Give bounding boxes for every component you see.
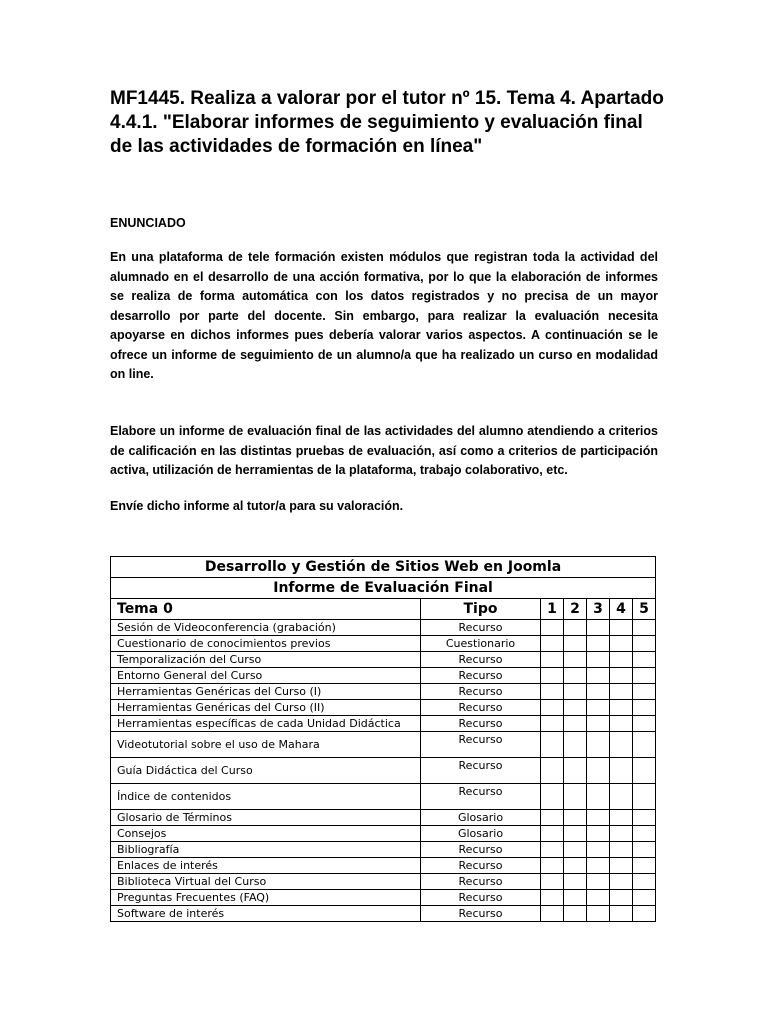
row-activity-name: Consejos — [111, 826, 421, 842]
score-cell-2[interactable] — [564, 810, 587, 826]
table-row — [111, 732, 656, 758]
row-activity-type: Recurso — [421, 758, 541, 784]
score-cell-5[interactable] — [633, 620, 656, 636]
score-cell-5[interactable] — [633, 732, 656, 758]
score-cell-2[interactable] — [564, 826, 587, 842]
row-activity-type: Glosario — [421, 826, 541, 842]
score-cell-4[interactable] — [610, 636, 633, 652]
table-row — [111, 652, 656, 668]
row-activity-type: Recurso — [421, 620, 541, 636]
score-cell-5[interactable] — [633, 842, 656, 858]
statement-paragraph-1: En una plataforma de tele formación existen módulos que registran toda la actividad del alumnado en el desarrollo de una acción formativa, por lo que la elaboración de informes se realiza de forma automática con los datos registrados y no precisa de un mayor desarrollo por parte del docente. Sin embargo, para realizar la evaluación necesita apoyarse en dichos informes pues debería valorar varios aspectos. A continuación se le ofrece un informe de seguimiento de un alumno/a que ha realizado un curso en modalidad on line. — [110, 250, 658, 381]
column-header-score-1: 1 — [541, 599, 564, 620]
section-heading: ENUNCIADO — [110, 216, 186, 230]
row-activity-name: Cuestionario de conocimientos previos — [111, 636, 421, 652]
score-cell-1[interactable] — [541, 758, 564, 784]
column-header-score-5: 5 — [633, 599, 656, 620]
row-activity-type: Recurso — [421, 732, 541, 758]
score-cell-4[interactable] — [610, 842, 633, 858]
row-activity-name: Herramientas Genéricas del Curso (II) — [111, 700, 421, 716]
row-activity-name: Software de interés — [111, 906, 421, 922]
column-header-score-2: 2 — [564, 599, 587, 620]
score-cell-1[interactable] — [541, 668, 564, 684]
score-cell-3[interactable] — [587, 906, 610, 922]
score-cell-3[interactable] — [587, 810, 610, 826]
score-cell-3[interactable] — [587, 700, 610, 716]
score-cell-2[interactable] — [564, 758, 587, 784]
row-activity-name: Herramientas Genéricas del Curso (I) — [111, 684, 421, 700]
score-cell-4[interactable] — [610, 684, 633, 700]
score-cell-2[interactable] — [564, 906, 587, 922]
score-cell-1[interactable] — [541, 700, 564, 716]
column-header-score-3: 3 — [587, 599, 610, 620]
score-cell-4[interactable] — [610, 858, 633, 874]
score-cell-2[interactable] — [564, 732, 587, 758]
score-cell-5[interactable] — [633, 826, 656, 842]
score-cell-5[interactable] — [633, 684, 656, 700]
score-cell-1[interactable] — [541, 810, 564, 826]
row-activity-type: Cuestionario — [421, 636, 541, 652]
row-activity-type: Recurso — [421, 906, 541, 922]
score-cell-4[interactable] — [610, 732, 633, 758]
column-header-score-4: 4 — [610, 599, 633, 620]
score-cell-4[interactable] — [610, 890, 633, 906]
table-row — [111, 858, 656, 874]
score-cell-5[interactable] — [633, 858, 656, 874]
score-cell-5[interactable] — [633, 758, 656, 784]
row-activity-type: Recurso — [421, 668, 541, 684]
score-cell-5[interactable] — [633, 700, 656, 716]
score-cell-3[interactable] — [587, 732, 610, 758]
table-row — [111, 716, 656, 732]
score-cell-4[interactable] — [610, 620, 633, 636]
score-cell-4[interactable] — [610, 716, 633, 732]
table-row — [111, 620, 656, 636]
row-activity-type: Recurso — [421, 874, 541, 890]
statement-paragraph-3: Envíe dicho informe al tutor/a para su valoración. — [110, 499, 404, 513]
column-header-type: Tipo — [421, 599, 541, 620]
row-activity-name: Glosario de Términos — [111, 810, 421, 826]
score-cell-2[interactable] — [564, 636, 587, 652]
evaluation-report-table — [110, 556, 656, 922]
score-cell-3[interactable] — [587, 668, 610, 684]
table-row — [111, 784, 656, 810]
row-activity-name: Guía Didáctica del Curso — [111, 758, 421, 784]
score-cell-2[interactable] — [564, 700, 587, 716]
score-cell-5[interactable] — [633, 874, 656, 890]
row-activity-name: Biblioteca Virtual del Curso — [111, 874, 421, 890]
row-activity-type: Recurso — [421, 842, 541, 858]
score-cell-5[interactable] — [633, 890, 656, 906]
score-cell-3[interactable] — [587, 758, 610, 784]
score-cell-5[interactable] — [633, 636, 656, 652]
score-cell-4[interactable] — [610, 906, 633, 922]
row-activity-type: Recurso — [421, 784, 541, 810]
score-cell-1[interactable] — [541, 858, 564, 874]
score-cell-5[interactable] — [633, 906, 656, 922]
score-cell-2[interactable] — [564, 784, 587, 810]
score-cell-3[interactable] — [587, 652, 610, 668]
row-activity-type: Recurso — [421, 652, 541, 668]
row-activity-type: Recurso — [421, 858, 541, 874]
score-cell-4[interactable] — [610, 826, 633, 842]
table-row — [111, 906, 656, 922]
score-cell-1[interactable] — [541, 636, 564, 652]
row-activity-type: Recurso — [421, 890, 541, 906]
table-row — [111, 758, 656, 784]
row-activity-name: Entorno General del Curso — [111, 668, 421, 684]
score-cell-3[interactable] — [587, 826, 610, 842]
score-cell-1[interactable] — [541, 652, 564, 668]
table-row — [111, 636, 656, 652]
statement-paragraph-2: Elabore un informe de evaluación final de las actividades del alumno atendiendo a criterios de calificación en las distintas pruebas de evaluación, así como a criterios de participación activa, utilización de herramientas de la plataforma, trabajo colaborativo, etc. — [110, 424, 658, 477]
row-activity-name: Herramientas específicas de cada Unidad Didáctica — [111, 716, 421, 732]
score-cell-1[interactable] — [541, 826, 564, 842]
row-activity-name: Sesión de Videoconferencia (grabación) — [111, 620, 421, 636]
table-row — [111, 668, 656, 684]
score-cell-4[interactable] — [610, 652, 633, 668]
table-header-row — [111, 599, 656, 620]
score-cell-5[interactable] — [633, 810, 656, 826]
score-cell-1[interactable] — [541, 890, 564, 906]
score-cell-5[interactable] — [633, 652, 656, 668]
score-cell-4[interactable] — [610, 810, 633, 826]
score-cell-1[interactable] — [541, 684, 564, 700]
score-cell-5[interactable] — [633, 668, 656, 684]
score-cell-2[interactable] — [564, 620, 587, 636]
table-row — [111, 826, 656, 842]
score-cell-4[interactable] — [610, 874, 633, 890]
score-cell-5[interactable] — [633, 716, 656, 732]
score-cell-3[interactable] — [587, 858, 610, 874]
score-cell-1[interactable] — [541, 620, 564, 636]
score-cell-3[interactable] — [587, 636, 610, 652]
row-activity-name: Índice de contenidos — [111, 784, 421, 810]
score-cell-1[interactable] — [541, 842, 564, 858]
score-cell-1[interactable] — [541, 732, 564, 758]
score-cell-2[interactable] — [564, 874, 587, 890]
score-cell-1[interactable] — [541, 906, 564, 922]
score-cell-2[interactable] — [564, 668, 587, 684]
score-cell-3[interactable] — [587, 874, 610, 890]
document-title: MF1445. Realiza a valorar por el tutor nº 15. Tema 4. Apartado 4.4.1. "Elaborar informes de seguimiento y evaluación final de las actividades de formación en línea" — [110, 88, 664, 157]
row-activity-name: Preguntas Frecuentes (FAQ) — [111, 890, 421, 906]
table-subtitle: Informe de Evaluación Final — [111, 578, 656, 599]
score-cell-2[interactable] — [564, 890, 587, 906]
score-cell-2[interactable] — [564, 684, 587, 700]
row-activity-type: Recurso — [421, 684, 541, 700]
table-row — [111, 810, 656, 826]
score-cell-2[interactable] — [564, 716, 587, 732]
table-row — [111, 842, 656, 858]
score-cell-4[interactable] — [610, 784, 633, 810]
score-cell-2[interactable] — [564, 842, 587, 858]
row-activity-name: Enlaces de interés — [111, 858, 421, 874]
table-row — [111, 874, 656, 890]
score-cell-2[interactable] — [564, 858, 587, 874]
row-activity-type: Recurso — [421, 716, 541, 732]
score-cell-3[interactable] — [587, 620, 610, 636]
table-title: Desarrollo y Gestión de Sitios Web en Joomla — [111, 557, 656, 578]
row-activity-name: Bibliografía — [111, 842, 421, 858]
score-cell-4[interactable] — [610, 700, 633, 716]
score-cell-3[interactable] — [587, 784, 610, 810]
row-activity-name: Temporalización del Curso — [111, 652, 421, 668]
score-cell-3[interactable] — [587, 716, 610, 732]
score-cell-5[interactable] — [633, 784, 656, 810]
table-row — [111, 890, 656, 906]
column-header-topic: Tema 0 — [111, 599, 421, 620]
score-cell-3[interactable] — [587, 684, 610, 700]
score-cell-2[interactable] — [564, 652, 587, 668]
score-cell-1[interactable] — [541, 874, 564, 890]
table-row — [111, 684, 656, 700]
score-cell-1[interactable] — [541, 716, 564, 732]
score-cell-4[interactable] — [610, 668, 633, 684]
row-activity-type: Glosario — [421, 810, 541, 826]
score-cell-3[interactable] — [587, 890, 610, 906]
row-activity-type: Recurso — [421, 700, 541, 716]
score-cell-3[interactable] — [587, 842, 610, 858]
row-activity-name: Videotutorial sobre el uso de Mahara — [111, 732, 421, 758]
score-cell-1[interactable] — [541, 784, 564, 810]
table-row — [111, 700, 656, 716]
score-cell-4[interactable] — [610, 758, 633, 784]
